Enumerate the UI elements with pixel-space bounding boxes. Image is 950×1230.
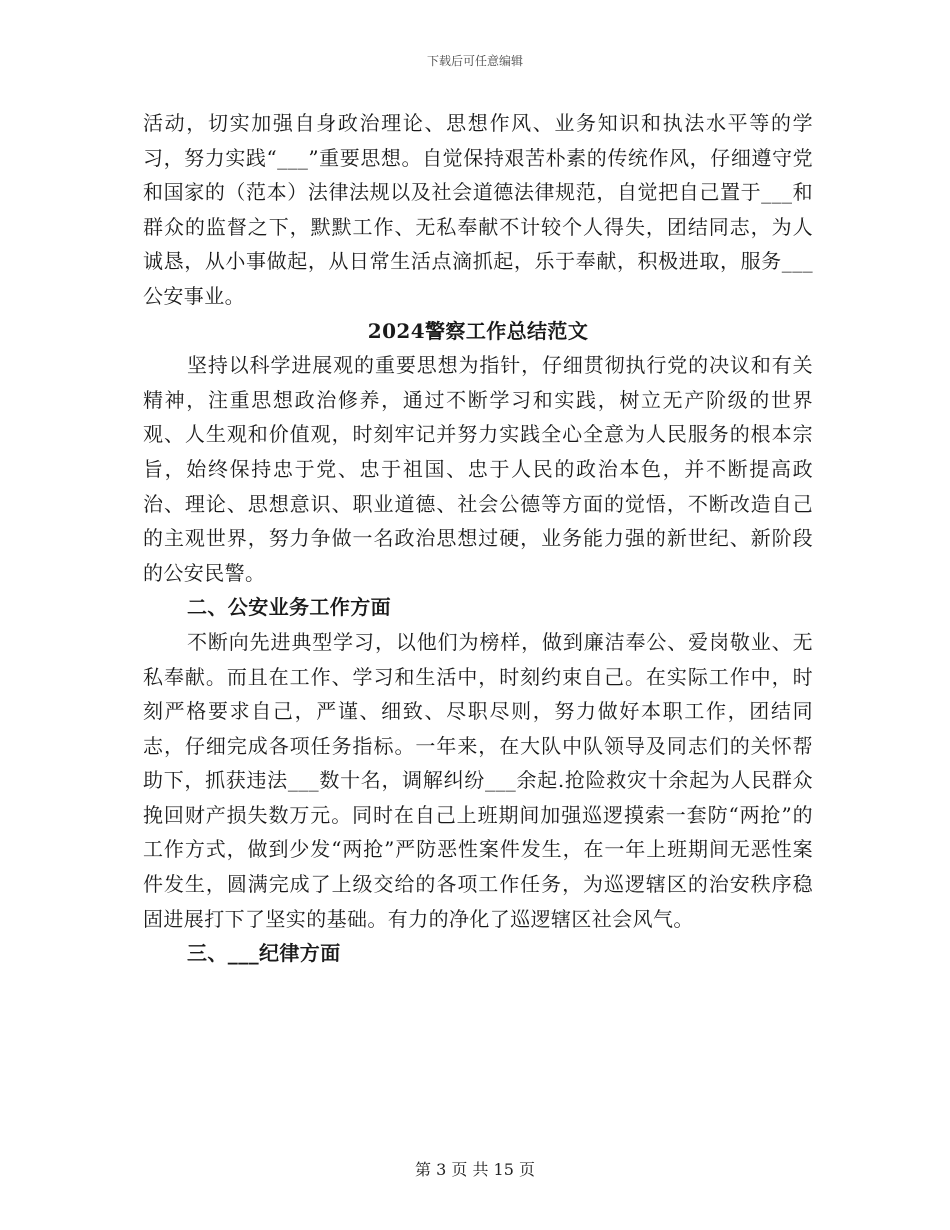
document-title: 2024警察工作总结范文 xyxy=(367,318,589,343)
document-body xyxy=(143,106,813,971)
section-three-heading: 三、___纪律方面 xyxy=(187,941,341,966)
section-two-heading: 二、公安业务工作方面 xyxy=(187,595,391,620)
page-number: 第 3 页 共 15 页 xyxy=(415,1160,535,1179)
header-note: 下载后可任意编辑 xyxy=(426,54,523,68)
section-two-paragraph: 不断向先进典型学习，以他们为榜样，做到廉洁奉公、爱岗敬业、无私奉献。而且在工作、学习和生活中，时刻约束自己。在实际工作中，时刻严格要求自己，严谨、细致、尽职尽则，努力做好本职工作，团结同志，仔细完成各项任务指标。一年来，在大队中队领导及同志们的关怀帮助下，抓获违法___数十名，调解纠纷___余起.抢险救灾十余起为人民群众挽回财产损失数万元。同时在自己上班期间加强巡逻摸索一套防“两抢”的工作方式，做到少发“两抢”严防恶性案件发生，在一年上班期间无恶性案件发生，圆满完成了上级交给的各项工作任务，为巡逻辖区的治安秩序稳固进展打下了坚实的基础。有力的净化了巡逻辖区社会风气。 xyxy=(143,629,813,931)
continuation-paragraph: 活动，切实加强自身政治理论、思想作风、业务知识和执法水平等的学习，努力实践“___”重要思想。自觉保持艰苦朴素的传统作风，仔细遵守党和国家的（范本）法律法规以及社会道德法律规范，自觉把自己置于___和群众的监督之下，默默工作、无私奉献不计较个人得失，团结同志，为人诚恳，从小事做起，从日常生活点滴抓起，乐于奉献，积极进取，服务___公安事业。 xyxy=(143,111,813,308)
intro-paragraph: 坚持以科学进展观的重要思想为指针，仔细贯彻执行党的决议和有关精神，注重思想政治修养，通过不断学习和实践，树立无产阶级的世界观、人生观和价值观，时刻牢记并努力实践全心全意为人民服务的根本宗旨，始终保持忠于党、忠于祖国、忠于人民的政治本色，并不断提高政治、理论、思想意识、职业道德、社会公德等方面的觉悟，不断改造自己的主观世界，努力争做一名政治思想过硬，业务能力强的新世纪、新阶段的公安民警。 xyxy=(143,353,813,585)
